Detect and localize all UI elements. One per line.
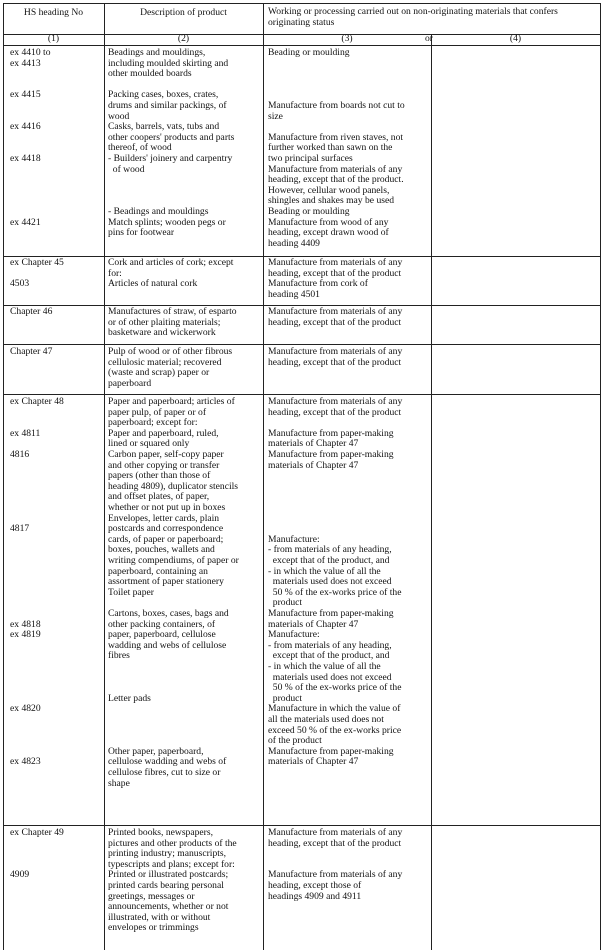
row-divider <box>3 394 601 395</box>
description-line: typescripts and plans; except for: <box>108 858 235 870</box>
hs-heading-line: ex 4819 <box>10 629 41 641</box>
description-line: Paper and paperboard; articles of <box>108 396 235 407</box>
processing-line: Manufacture from materials of any <box>268 257 403 268</box>
description-line: whether or not put up in boxes <box>108 502 226 513</box>
description-line: fibres <box>108 650 130 662</box>
hs-heading-line: Chapter 47 <box>10 346 53 357</box>
description-line: thereof, of wood <box>108 142 172 154</box>
header-working-processing: Working or processing carried out on non-originating materials that confers originating status <box>268 6 558 28</box>
processing-line: of the product <box>268 735 322 747</box>
processing-line: materials of Chapter 47 <box>268 756 359 768</box>
description-line: shape <box>108 777 130 789</box>
processing-line: - from materials of any heading, <box>268 544 392 556</box>
processing-line: Manufacture from paper-making <box>268 449 394 460</box>
hs-heading-line: ex 4811 <box>10 427 41 439</box>
header-column-number-2: (2) <box>177 33 190 44</box>
processing-line: Manufacture from paper-making <box>268 608 394 619</box>
row-divider <box>3 825 601 826</box>
description-line: drums and similar packings, of <box>108 100 227 111</box>
description-line: papers (other than those of <box>108 470 211 482</box>
processing-line: all the materials used does not <box>268 714 384 725</box>
description-line: paperboard; except for: <box>108 417 198 429</box>
description-line: paper pulp, of paper or of <box>108 406 207 418</box>
hs-heading-line: 4909 <box>10 869 30 881</box>
description-line: Cork and articles of cork; except <box>108 257 234 268</box>
hs-heading-line: ex 4820 <box>10 703 41 715</box>
processing-line: - in which the value of all the <box>268 565 381 577</box>
description-line: Envelopes, letter cards, plain <box>108 512 220 524</box>
description-line: Casks, barrels, vats, tubs and <box>108 121 220 133</box>
hs-heading-line: ex 4418 <box>10 153 41 164</box>
processing-line: Manufacture from materials of any <box>268 346 403 357</box>
description-line: other packing containers, of <box>108 618 216 630</box>
processing-line: Manufacture from cork of <box>268 278 368 290</box>
description-line: for: <box>108 267 122 279</box>
description-line: Toilet paper <box>108 586 154 598</box>
description-line: illustrated, with or without <box>108 911 211 923</box>
processing-line: heading, except drawn wood of <box>268 227 389 239</box>
description-line: and offset plates, of paper, <box>108 491 210 503</box>
hs-heading-line: ex 4415 <box>10 89 41 101</box>
hs-heading-line: Chapter 46 <box>10 306 53 317</box>
table-top-border <box>3 3 601 4</box>
column-divider-1 <box>104 3 105 950</box>
description-line: - Builders' joinery and carpentry <box>108 153 233 164</box>
description-line: wood <box>108 110 130 122</box>
description-line: Articles of natural cork <box>108 278 198 290</box>
description-line: Other paper, paperboard, <box>108 745 204 757</box>
description-line: cellulosic material; recovered <box>108 356 222 368</box>
header-description: Description of product <box>140 7 227 18</box>
hs-heading-line: 4503 <box>10 278 30 290</box>
description-line: Cartons, boxes, cases, bags and <box>108 608 229 619</box>
description-line: (waste and scrap) paper or <box>108 367 210 379</box>
hs-heading-line: ex 4410 to <box>10 47 51 58</box>
processing-line: Manufacture: <box>268 533 320 545</box>
processing-line: heading, except that of the product <box>268 356 402 368</box>
processing-line: Manufacture from wood of any <box>268 216 389 228</box>
hs-heading-line: ex Chapter 45 <box>10 257 64 268</box>
processing-line: 50 % of the ex-works price of the <box>268 586 402 598</box>
description-line: other coopers' products and parts <box>108 131 235 143</box>
processing-line: materials of Chapter 47 <box>268 459 359 471</box>
processing-line: product <box>268 597 303 609</box>
hs-heading-line: ex 4416 <box>10 121 41 133</box>
processing-line: - in which the value of all the <box>268 661 381 672</box>
description-line: paperboard <box>108 377 152 389</box>
processing-line: Manufacture from materials of any <box>268 163 403 175</box>
processing-line: materials used does not exceed <box>268 576 392 588</box>
processing-line: size <box>268 110 283 122</box>
processing-line: 50 % of the ex-works price of the <box>268 682 402 694</box>
processing-line: Beading or moulding <box>268 206 350 217</box>
processing-line: further worked than sawn on the <box>268 142 393 154</box>
description-line: Packing cases, boxes, crates, <box>108 89 219 101</box>
column-divider-3 <box>431 34 432 950</box>
processing-line: materials of Chapter 47 <box>268 618 359 630</box>
processing-line: headings 4909 and 4911 <box>268 890 362 902</box>
description-line: announcements, whether or not <box>108 901 229 913</box>
processing-line: Manufacture from boards not cut to <box>268 100 405 111</box>
description-line: including moulded skirting and <box>108 57 229 69</box>
description-line: paper, paperboard, cellulose <box>108 629 216 641</box>
processing-line: Beading or moulding <box>268 47 350 58</box>
processing-line: However, cellular wood panels, <box>268 184 390 196</box>
description-line: other moulded boards <box>108 68 192 80</box>
processing-line: heading 4501 <box>268 288 320 300</box>
processing-line: - from materials of any heading, <box>268 639 392 651</box>
description-line: printed cards bearing personal <box>108 880 224 891</box>
processing-line: heading, except that of the product <box>268 406 402 418</box>
description-line: Printed or illustrated postcards; <box>108 869 229 881</box>
column-divider-2 <box>263 3 264 950</box>
table-border-right <box>600 3 601 950</box>
description-line: pictures and other products of the <box>108 837 237 849</box>
processing-line: product <box>268 692 303 704</box>
description-line: postcards and correspondence <box>108 523 224 535</box>
processing-line: heading, except that of the product. <box>268 174 404 186</box>
processing-line: except that of the product, and <box>268 555 390 566</box>
description-line: assortment of paper stationery <box>108 576 224 588</box>
processing-line: shingles and shakes may be used <box>268 195 395 207</box>
processing-line: exceed 50 % of the ex-works price <box>268 724 402 736</box>
processing-line: Manufacture from paper-making <box>268 427 394 439</box>
hs-heading-line: ex 4823 <box>10 756 41 768</box>
processing-line: except that of the product, and <box>268 650 390 662</box>
description-line: boxes, pouches, wallets and <box>108 544 215 556</box>
description-line: cards, of paper or paperboard; <box>108 533 224 545</box>
description-line: of wood <box>108 163 145 175</box>
description-line: heading 4809), duplicator stencils <box>108 480 239 492</box>
processing-line: Manufacture from materials of any <box>268 306 403 317</box>
hs-heading-line: ex 4818 <box>10 618 41 630</box>
processing-line: Manufacture from riven staves, not <box>268 131 404 143</box>
description-line: printing industry; manuscripts, <box>108 848 227 860</box>
description-line: Pulp of wood or of other fibrous <box>108 346 233 357</box>
hs-heading-line: ex 4413 <box>10 57 41 69</box>
processing-line: Manufacture: <box>268 629 320 641</box>
description-line: or of other plaiting materials; <box>108 316 221 328</box>
processing-line: Manufacture in which the value of <box>268 703 401 715</box>
processing-line: materials used does not exceed <box>268 671 392 683</box>
processing-line: materials of Chapter 47 <box>268 438 359 450</box>
description-line: Match splints; wooden pegs or <box>108 216 226 228</box>
hs-heading-line: 4817 <box>10 523 30 535</box>
hs-heading-line: 4816 <box>10 449 30 460</box>
description-line: greetings, messages or <box>108 890 195 902</box>
row-divider <box>3 344 601 345</box>
processing-line: Manufacture from paper-making <box>268 745 394 757</box>
description-line: pins for footwear <box>108 227 175 239</box>
description-line: basketware and wickerwork <box>108 327 216 339</box>
description-line: paperboard, containing an <box>108 565 208 577</box>
description-line: Printed books, newspapers, <box>108 827 213 838</box>
description-line: Beadings and mouldings, <box>108 47 206 58</box>
description-line: wadding and webs of cellulose <box>108 639 227 651</box>
header-column-number-3: (3) <box>341 33 353 44</box>
processing-line: Manufacture from materials of any <box>268 869 403 881</box>
header-column-number-1: (1) <box>47 33 60 44</box>
description-line: lined or squared only <box>108 438 190 450</box>
description-line: cellulose fibres, cut to size or <box>108 767 221 778</box>
description-line: Manufactures of straw, of esparto <box>108 306 237 317</box>
hs-heading-line: ex Chapter 49 <box>10 827 64 838</box>
description-line: Carbon paper, self-copy paper <box>108 449 224 460</box>
description-line: and other copying or transfer <box>108 459 220 471</box>
hs-heading-line: ex 4421 <box>10 216 41 228</box>
processing-line: heading, except that of the product <box>268 316 402 328</box>
processing-line: heading, except those of <box>268 880 362 891</box>
description-line: Letter pads <box>108 692 151 704</box>
header-column-number-4: (4) <box>509 33 522 44</box>
header-hs-heading: HS heading No <box>23 7 84 18</box>
header-or: or <box>425 33 433 44</box>
processing-line: heading, except that of the product <box>268 267 402 279</box>
description-line: cellulose wadding and webs of <box>108 756 227 768</box>
processing-line: heading 4409 <box>268 237 320 249</box>
processing-line: Manufacture from materials of any <box>268 396 403 407</box>
description-line: Paper and paperboard, ruled, <box>108 427 219 439</box>
table-border-left <box>3 3 4 950</box>
processing-line: Manufacture from materials of any <box>268 827 403 838</box>
processing-line: two principal surfaces <box>268 153 353 164</box>
description-line: envelopes or trimmings <box>108 922 199 934</box>
hs-heading-line: ex Chapter 48 <box>10 396 64 407</box>
header-bottom-border <box>3 45 601 46</box>
description-line: - Beadings and mouldings <box>108 206 209 217</box>
processing-line: heading, except that of the product <box>268 837 402 849</box>
description-line: writing compendiums, of paper or <box>108 555 239 566</box>
